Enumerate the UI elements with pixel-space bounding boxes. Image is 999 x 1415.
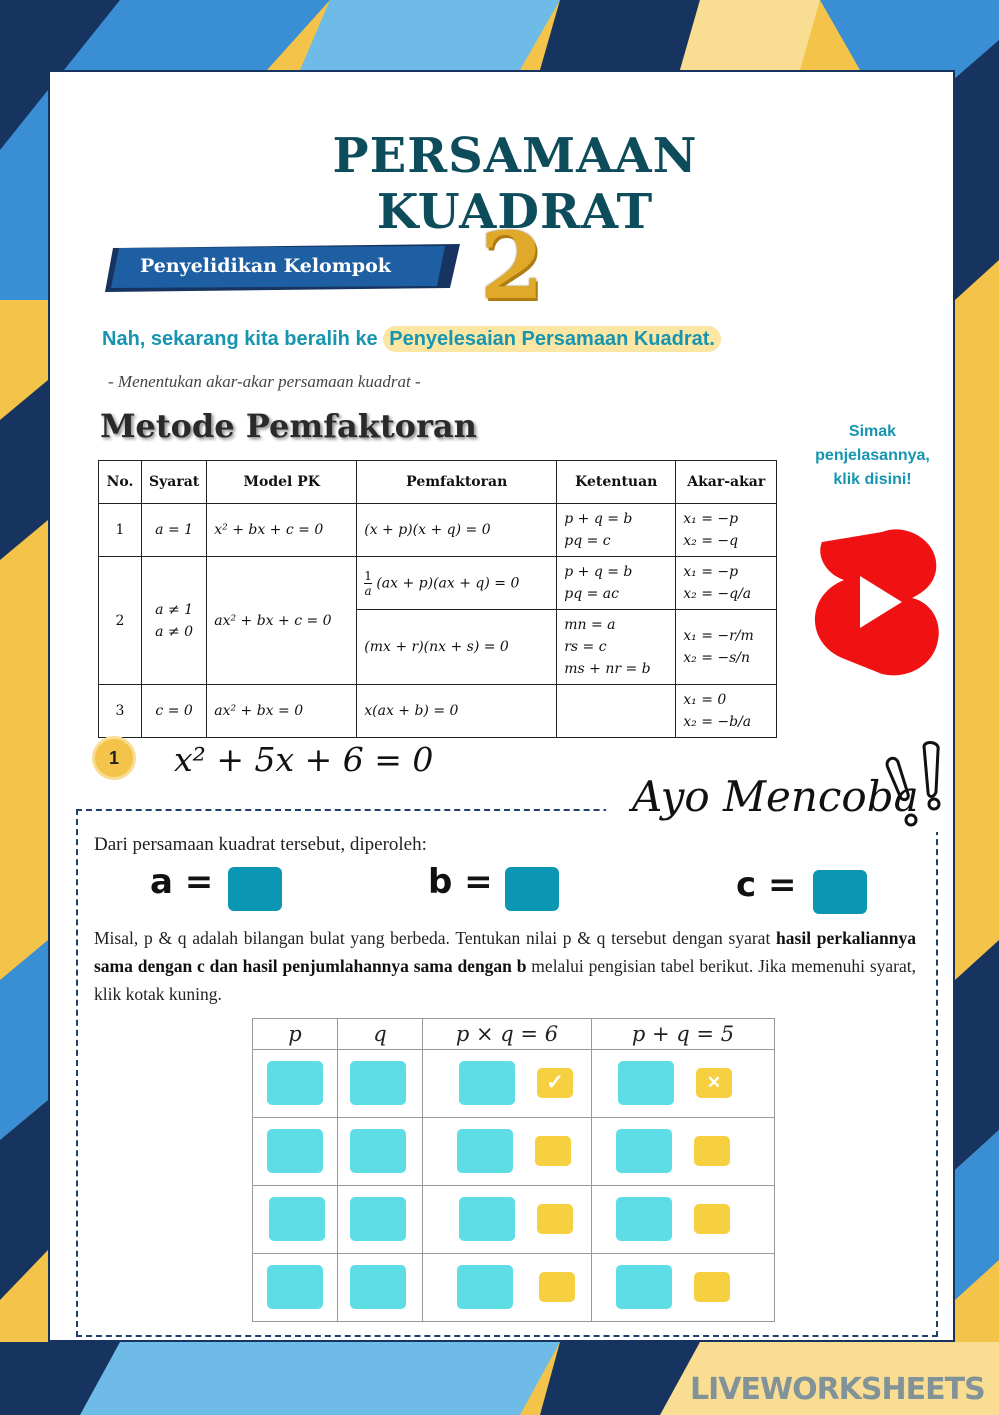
pq-cell-sum [592,1186,775,1254]
row3-ketentuan [557,685,676,738]
exclamation-icon [878,740,948,830]
input-sum[interactable] [616,1197,672,1241]
row1-faktor: (x + p)(x + q) = 0 [357,504,557,557]
pq-cell-sum [592,1118,775,1186]
input-sum[interactable] [616,1265,672,1309]
pq-cell-p [253,1186,338,1254]
pq-cell-product [423,1118,592,1186]
input-p[interactable] [267,1265,323,1309]
pq-table [252,1018,775,1322]
row2-ketA2: pq = ac [564,586,619,602]
pq-row [253,1118,775,1186]
input-product[interactable] [459,1197,515,1241]
fraction-denominator: a [364,583,372,598]
row1-ketentuan [557,504,676,557]
input-product[interactable] [459,1061,515,1105]
row2-akarA1: x₁ = −p [683,564,739,580]
check-icon[interactable]: ✓ [537,1068,573,1098]
video-link-line2: penjelasannya, [815,447,930,464]
pq-row [253,1254,775,1322]
pq-cell-p [253,1118,338,1186]
pq-cell-q [338,1254,423,1322]
input-q[interactable] [350,1265,406,1309]
row2-ketB3: ms + nr = b [564,661,651,677]
row3-akar1: x₁ = 0 [683,692,727,708]
exercise-number-badge: 1 [92,736,136,780]
table-row [99,557,777,610]
header-akar: Akar-akar [676,461,777,504]
row2-model: ax² + bx + c = 0 [207,557,357,685]
row2-akarA2: x₂ = −q/a [683,586,752,602]
pq-cell-q [338,1118,423,1186]
pq-cell-q [338,1186,423,1254]
row2-syarat2: a ≠ 0 [155,623,194,640]
pq-cell-product [423,1186,592,1254]
pq-cell-q [338,1050,423,1118]
row2-akarB1: x₁ = −r/m [683,628,754,644]
para-bold: hasil perkaliannya sama dengan c dan hasil penjumlahannya sama dengan b [94,928,916,976]
row2-ketB2: rs = c [564,639,607,655]
callout-ayo-mencoba: Ayo Mencoba [632,772,919,821]
header-syarat: Syarat [142,461,207,504]
row2-akarA [676,557,777,610]
pq-row [253,1050,775,1118]
row2-ketB1: mn = a [564,617,616,633]
input-p[interactable] [267,1129,323,1173]
product-check-box[interactable] [535,1136,571,1166]
para-start: Misal, p & q adalah bilangan bulat yang berbeda. Tentukan nilai p & q tersebut dengan syarat [94,928,777,948]
sum-check-box[interactable] [694,1136,730,1166]
row2-faktorA [357,557,557,610]
header-no: No. [99,461,142,504]
row1-no: 1 [99,504,142,557]
row3-faktor: x(ax + b) = 0 [357,685,557,738]
pq-header-p: p [253,1019,338,1050]
product-check-box[interactable] [539,1272,575,1302]
section-subtitle: - Menentukan akar-akar persamaan kuadrat - [108,372,421,391]
input-q[interactable] [350,1197,406,1241]
row3-no: 3 [99,685,142,738]
intro-text [102,328,721,351]
pq-cell-product [423,1254,592,1322]
table-row [99,504,777,557]
row1-ket1: p + q = b [564,511,633,527]
row1-akar [676,504,777,557]
intro-prefix: Nah, sekarang kita beralih ke [102,328,378,350]
badge-label: Penyelidikan Kelompok [140,255,391,277]
pq-header-row [253,1019,775,1050]
instruction-paragraph [94,924,916,1008]
page-title: PERSAMAAN KUADRAT [332,128,698,240]
row3-akar [676,685,777,738]
row2-no: 2 [99,557,142,685]
table-row [99,685,777,738]
pq-cell-p [253,1050,338,1118]
video-link-line3: klik disini! [833,471,912,488]
youtube-shorts-icon[interactable] [810,520,940,680]
input-sum[interactable] [618,1061,674,1105]
liveworksheets-watermark: LIVEWORKSHEETS [690,1372,985,1407]
input-p[interactable] [269,1197,325,1241]
pq-header-sum: p + q = 5 [592,1019,775,1050]
row1-ket2: pq = c [564,533,611,549]
exercise-equation: x² + 5x + 6 = 0 [174,740,434,779]
video-link-text[interactable] [795,420,950,492]
derived-text: Dari persamaan kuadrat tersebut, diperoleh: [94,834,427,855]
row3-syarat: c = 0 [142,685,207,738]
input-q[interactable] [350,1061,406,1105]
fraction [364,569,372,598]
row2-syarat1: a ≠ 1 [155,601,194,618]
input-product[interactable] [457,1265,513,1309]
input-product[interactable] [457,1129,513,1173]
sum-check-box[interactable] [694,1272,730,1302]
para-end: melalui pengisian tabel berikut. Jika memenuhi syarat, klik kotak kuning. [94,956,916,1004]
pq-cell-sum [592,1254,775,1322]
row2-syarat [142,557,207,685]
factorization-table [98,460,777,738]
row1-syarat: a = 1 [142,504,207,557]
method-title: Metode Pemfaktoran [100,407,477,445]
cross-icon[interactable]: ✕ [696,1068,732,1098]
label-b: b = [428,862,493,902]
badge-number: 2 [480,212,545,320]
video-link-line1: Simak [848,423,897,440]
input-a[interactable] [228,867,282,911]
row2-akarB2: x₂ = −s/n [683,650,751,666]
header-ketentuan: Ketentuan [557,461,676,504]
row2-ketA1: p + q = b [564,564,633,580]
input-b[interactable] [505,867,559,911]
pq-header-product: p × q = 6 [423,1019,592,1050]
row2-ketentuanB [557,610,676,685]
intro-highlight: Penyelesaian Persamaan Kuadrat. [383,326,721,352]
label-a: a = [150,862,214,902]
row1-model: x² + bx + c = 0 [207,504,357,557]
worksheet-page [48,70,955,1342]
label-c: c = [736,865,797,905]
table-header-row [99,461,777,504]
row3-model: ax² + bx = 0 [207,685,357,738]
row3-akar2: x₂ = −b/a [683,714,752,730]
header-model: Model PK [207,461,357,504]
pq-cell-p [253,1254,338,1322]
row2-ketentuanA [557,557,676,610]
row1-akar2: x₂ = −q [683,533,739,549]
input-sum[interactable] [616,1129,672,1173]
row2-faktorB: (mx + r)(nx + s) = 0 [357,610,557,685]
sum-check-box[interactable] [694,1204,730,1234]
input-c[interactable] [813,870,867,914]
row2-akarB [676,610,777,685]
input-q[interactable] [350,1129,406,1173]
pq-header-q: q [338,1019,423,1050]
pq-cell-product [423,1050,592,1118]
product-check-box[interactable] [537,1204,573,1234]
header-pemfaktoran: Pemfaktoran [357,461,557,504]
row2-faktorA-expr: (ax + p)(ax + q) = 0 [376,575,520,591]
fraction-numerator: 1 [364,568,372,583]
row1-akar1: x₁ = −p [683,511,739,527]
input-p[interactable] [267,1061,323,1105]
pq-cell-sum [592,1050,775,1118]
pq-row [253,1186,775,1254]
